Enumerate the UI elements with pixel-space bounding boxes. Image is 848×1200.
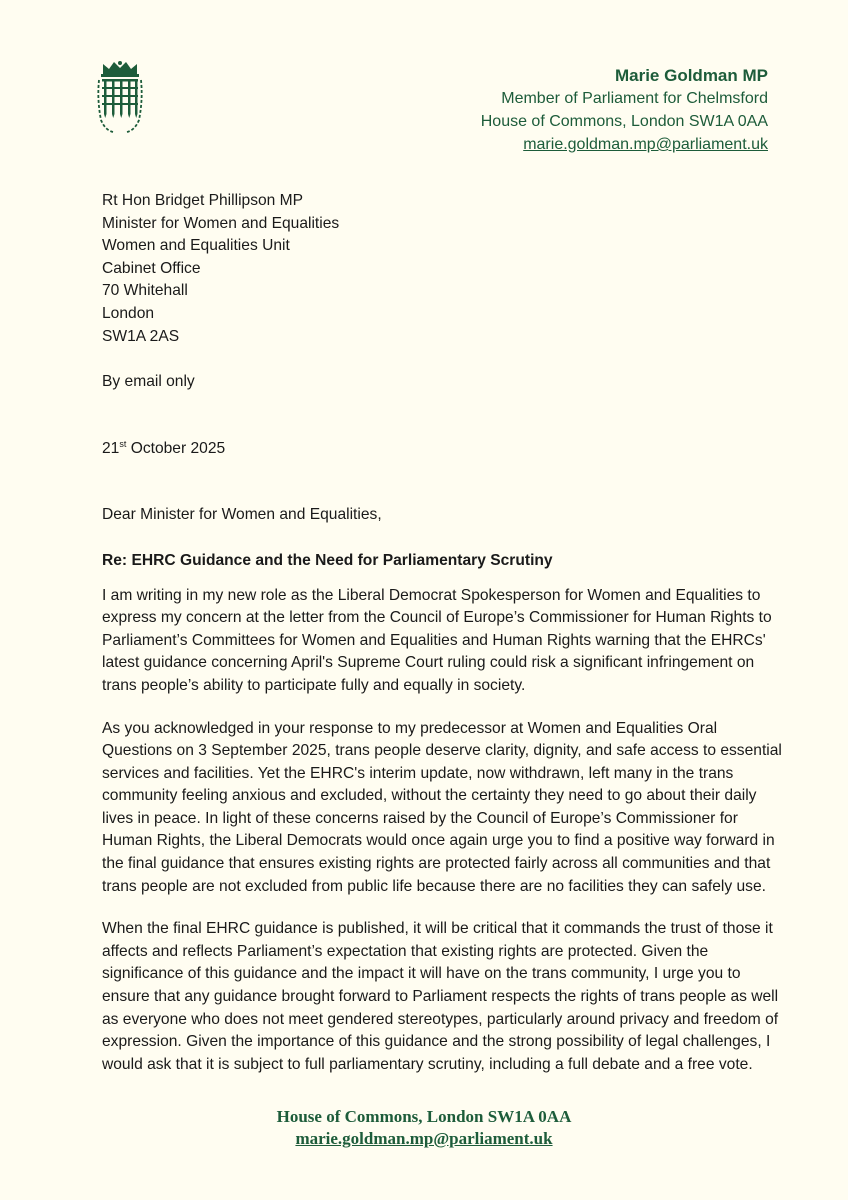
footer-email-link[interactable]: marie.goldman.mp@parliament.uk [295,1129,553,1148]
sender-role: Member of Parliament for Chelmsford [501,90,768,107]
recipient-line: Minister for Women and Equalities [102,214,340,232]
recipient-line: Women and Equalities Unit [102,237,290,255]
sender-name: Marie Goldman MP [614,66,768,85]
letter-body [102,190,782,1076]
date-day: 21 [102,439,120,457]
recipient-line: Rt Hon Bridget Phillipson MP [102,192,304,209]
delivery-note: By email only [102,373,195,391]
salutation: Dear Minister for Women and Equalities, [102,506,382,524]
sender-email-link[interactable]: marie.goldman.mp@parliament.uk [523,136,768,153]
paragraph: As you acknowledged in your response to my predecessor at Women and Equalities Oral Questions on 3 September 2025, trans people deserve clarity, dignity, and safe access to essential services and facilities. Yet the EHRC's interim update, now withdrawn, left many in the trans community feeling anxious and excluded, without the certainty they need to go about their daily lives in peace. In light of these concerns raised by the Council of Europe’s Commissioner for Human Rights, the Liberal Democrats would once again urge you to find a positive way forward in the final guidance that ensures existing rights are protected fairly across all communities and that trans people are not excluded from public life because there are no facilities they can safely use. [102,719,782,895]
portcullis-crest-icon [95,60,145,135]
recipient-line: 70 Whitehall [102,282,188,300]
recipient-line: Cabinet Office [102,259,201,277]
recipient-line: London [102,304,155,322]
sender-address: House of Commons, London SW1A 0AA [480,113,768,130]
date-rest: October 2025 [126,439,226,457]
recipient-line: SW1A 2AS [102,327,180,345]
paragraph: When the final EHRC guidance is published, it will be critical that it commands the trust of those it affects and reflects Parliament’s expectation that existing rights are protected. Given the significance of this guidance and the impact it will have on the trans community, I urge you to ensure that any guidance brought forward to Parliament respects the rights of trans people as well as everyone who does not meet gendered stereotypes, particularly around privacy and freedom of expression. Given the importance of this guidance and the strong possibility of legal challenges, I would ask that it is subject to full parliamentary scrutiny, including a full debate and a free vote. [102,920,779,1073]
letter-date [102,438,782,461]
letter-footer [0,1106,848,1150]
footer-address: House of Commons, London SW1A 0AA [276,1107,572,1126]
subject-line: Re: EHRC Guidance and the Need for Parliamentary Scrutiny [102,551,553,569]
date-suffix: st [119,438,127,449]
paragraph: I am writing in my new role as the Liberal Democrat Spokesperson for Women and Equalities to express my concern at the letter from the Council of Europe’s Commissioner for Human Rights to Parliament’s Committees for Women and Equalities and Human Rights warning that the EHRCs' latest guidance concerning April's Supreme Court ruling could risk a significant infringement on trans people’s ability to participate fully and equally in society. [102,586,772,694]
letterhead [481,64,768,156]
recipient-address [102,190,782,348]
